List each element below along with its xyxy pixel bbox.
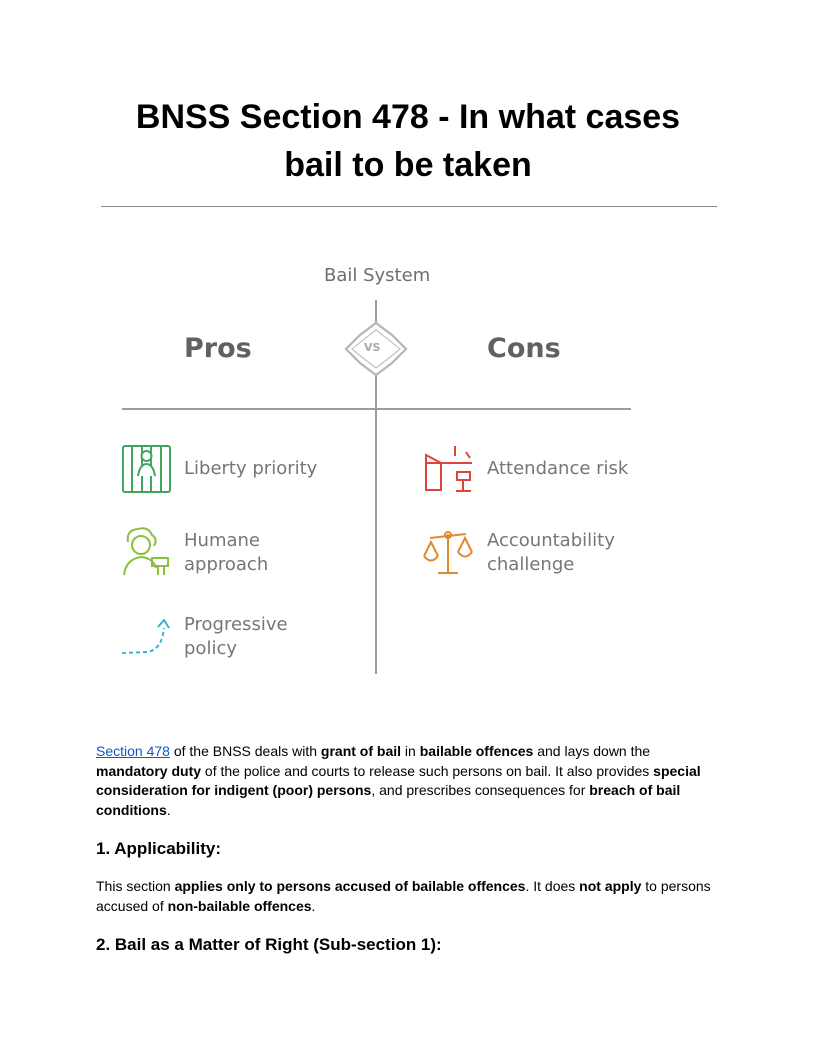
- empty-desk-icon: [426, 446, 472, 491]
- cons-item-attendance: Attendance risk: [487, 458, 629, 479]
- upward-arrow-icon: [122, 620, 169, 653]
- title-line-1: BNSS Section 478 - In what cases: [135, 98, 681, 136]
- section-1-heading: 1. Applicability:: [96, 839, 222, 858]
- title-divider: [101, 206, 717, 207]
- section-1-paragraph: This section applies only to persons accused of bailable offences. It does not apply to persons accused of non-bailable offences.: [96, 878, 711, 914]
- pros-item-humane: Humane approach: [184, 530, 269, 575]
- prison-bars-icon: [123, 446, 170, 492]
- pros-cons-diagram: [100, 250, 660, 690]
- diagram-title: Bail System: [324, 265, 431, 286]
- pros-heading: Pros: [184, 333, 252, 364]
- justice-scales-icon: [424, 532, 472, 573]
- vs-label: VS: [364, 341, 381, 354]
- cons-item-accountability: Accountability challenge: [487, 530, 615, 575]
- intro-paragraph: Section 478 of the BNSS deals with grant of bail in bailable offences and lays down the mandatory duty of the police and courts to release such persons on bail. It also provides special consideration for indigent (poor) persons, and prescribes consequences for breach of bail conditions.: [96, 743, 701, 818]
- cons-heading: Cons: [487, 333, 561, 364]
- title-line-2: bail to be taken: [284, 146, 532, 184]
- section-2-heading: 2. Bail as a Matter of Right (Sub-section 1):: [96, 935, 442, 954]
- page-title: [100, 93, 716, 189]
- section-478-link[interactable]: Section 478: [96, 743, 170, 759]
- pros-item-liberty: Liberty priority: [184, 458, 318, 479]
- humane-person-icon: [124, 528, 168, 575]
- pros-item-progressive: Progressive policy: [184, 614, 288, 659]
